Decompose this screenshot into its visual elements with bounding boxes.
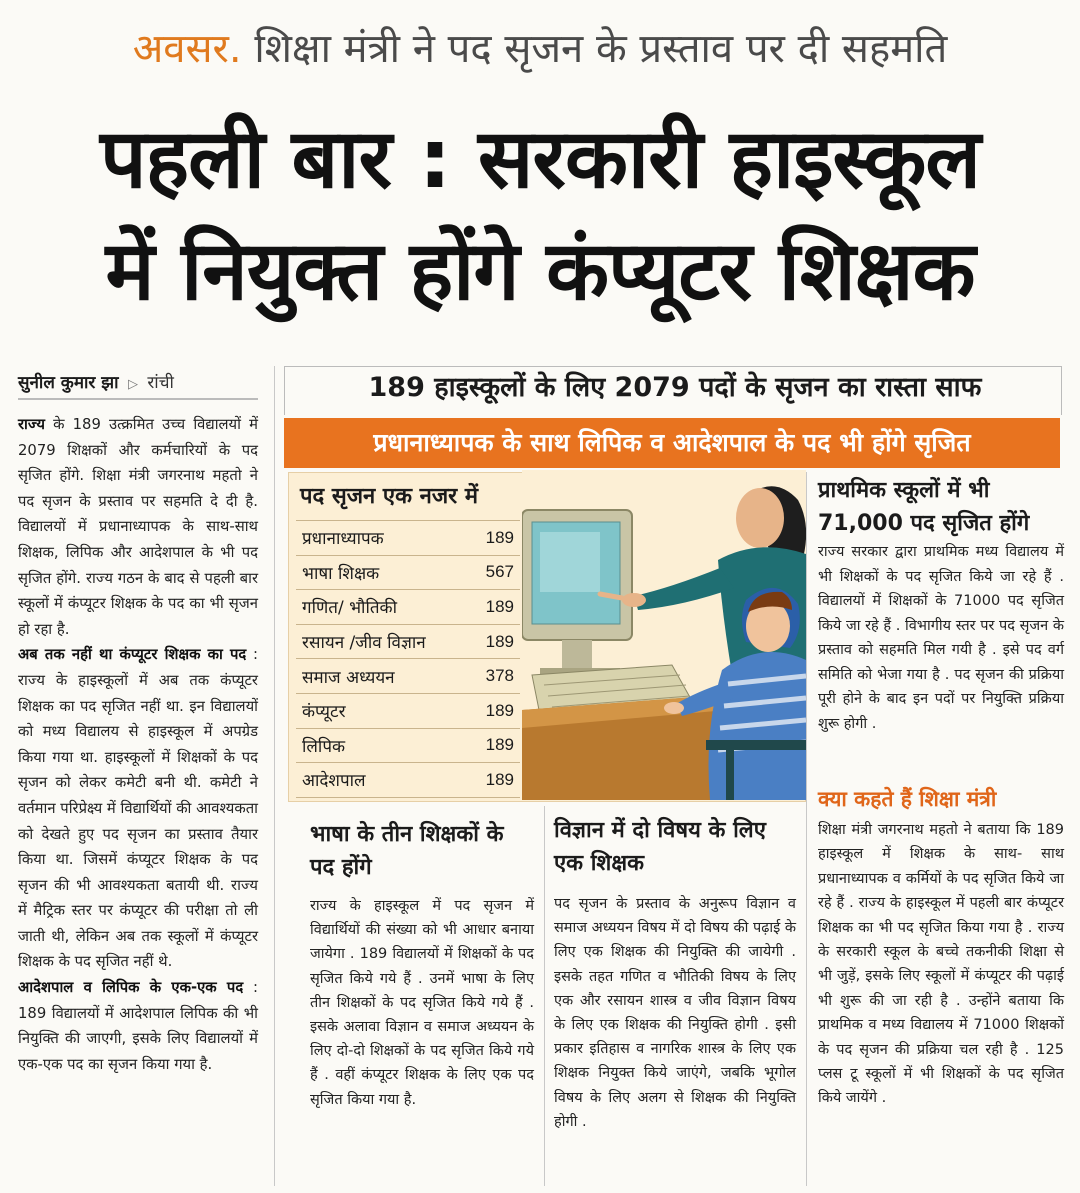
language-text: राज्य के हाइस्कूल में पद सृजन में विद्यार्थियों की संख्या को भी आधार बनाया जायेगा . 189 विद्यालयों में शिक्षकों के पद सृजित किये गये हैं . उनमें भाषा के लिए तीन शिक्षकों के पद सृजित किये गये हैं . इसके अलावा विज्ञान व समाज अध्ययन के लिए दो-दो शिक्षकों के पद सृजित किये गये हैं . वहीं कंप्यूटर शिक्षक के लिए एक पद सृजित किया गया है. [310,898,534,1108]
row-value: 189 [485,631,514,651]
row-label: गणित/ भौतिकी [302,598,397,619]
row-value: 189 [485,735,514,755]
kicker-lead: अवसर. [132,26,242,72]
row-value: 189 [485,527,514,547]
headline-line2: में नियुक्त होंगे कंप्यूटर शिक्षक [105,224,975,319]
table-row [296,693,520,728]
glance-title: पद सृजन एक नजर में [300,484,478,509]
table-row [296,658,520,693]
table-row [296,728,520,763]
subhead: 189 हाइस्कूलों के लिए 2079 पदों के सृजन का रास्ता साफ [368,372,982,403]
table-row [296,624,520,659]
play-icon: ▷ [127,377,138,392]
column-divider [274,366,275,1186]
headline-line1: पहली बार : सरकारी हाइस्कूल [99,112,980,207]
row-label: रसायन /जीव विज्ञान [302,633,426,654]
primary-title: प्राथमिक स्कूलों में भी 71,000 पद सृजित होंगे [818,478,1030,536]
row-label: भाषा शिक्षक [302,563,380,584]
kicker-text: शिक्षा मंत्री ने पद सृजन के प्रस्ताव पर दी सहमति [254,26,948,72]
row-label: आदेशपाल [302,771,366,792]
row-value: 189 [485,700,514,720]
primary-text: राज्य सरकार द्वारा प्राथमिक मध्य विद्यालय में भी शिक्षकों के पद सृजित किये जा रहे हैं . विद्यालयों में शिक्षकों के 71000 पद सृजित किये जा रहे हैं . विभागीय स्तर पर पद सृजन के प्रस्ताव को सहमति मिल गयी है . इसे पद वर्ग समिति को भेजा गया है . पद सृजन की प्रक्रिया पूरी होने के बाद इन पदों पर नियुक्ति प्रक्रिया शुरू होगी . [818,544,1064,732]
row-value: 189 [485,596,514,616]
row-label: कंप्यूटर [302,702,346,723]
column-divider [544,806,545,1186]
row-value: 378 [485,666,514,686]
orange-band: प्रधानाध्यापक के साथ लिपिक व आदेशपाल के पद भी होंगे सृजित [284,418,1060,468]
row-value: 189 [485,769,514,789]
row-label: प्रधानाध्यापक [302,529,384,550]
teacher-student-computer-illustration [522,470,806,800]
byline-rule [18,398,258,400]
table-row [296,589,520,624]
table-row [296,520,520,555]
minister-text: शिक्षा मंत्री जगरनाथ महतो ने बताया कि 189 हाइस्कूल में शिक्षक के साथ- साथ प्रधानाध्यापक व कर्मियों के पद सृजित किये जा रहे हैं . राज्य के हाइस्कूल में पहली बार कंप्यूटर शिक्षक का भी पद सृजित किया गया है . राज्य के सरकारी स्कूल के बच्चे तकनीकी शिक्षा से भी जुड़ें, इसके लिए स्कूलों में कंप्यूटर की पढ़ाई भी शुरू की जा रही है . उन्होंने बताया कि प्राथमिक व मध्य विद्यालय में 71000 शिक्षकों के पद सृजन की प्रक्रिया चल रही है . 125 प्लस टू स्कूलों में भी शिक्षकों के पद सृजित किये जायेंगे . [818,822,1064,1107]
science-title: विज्ञान में दो विषय के लिए एक शिक्षक [554,818,766,876]
row-label: लिपिक [302,736,346,757]
p1-lead: राज्य [18,416,45,433]
kicker [20,14,1060,84]
column-divider [806,472,807,1186]
table-row [296,762,520,798]
language-title: भाषा के तीन शिक्षकों के पद होंगे [310,822,504,880]
p2-text: : राज्य के हाइस्कूलों में अब तक कंप्यूटर शिक्षक का पद सृजित नहीं था. इन विद्यालयों को मध्य विद्यालय से हाइस्कूल में अपग्रेड किया गया था. हाइस्कूलों में शिक्षकों के पद सृजन को लेकर कमेटी बनी थी. कमेटी ने वर्तमान परिप्रेक्ष्य में विद्यार्थियों की आवश्यकता को देखते हुए पद सृजन का प्रस्ताव तैयार किया था. जिसमें कंप्यूटर शिक्षक के पद सृजन की भी आवश्यकता बतायी थी. राज्य में मैट्रिक स्तर पर कंप्यूटर की परीक्षा तो ली जाती थी, लेकिन अब तक स्कूलों में कंप्यूटर शिक्षक के पद सृजित नहीं थे. [18,646,258,971]
byline-author: सुनील कुमार झा [18,373,119,393]
p2-lead: अब तक नहीं था कंप्यूटर शिक्षक का पद [18,646,247,664]
row-label: समाज अध्ययन [302,667,395,688]
left-column [18,412,258,1077]
p3-text: : 189 विद्यालयों में आदेशपाल लिपिक की भी नियुक्ति की जाएगी, इसके लिए विद्यालयों में एक-एक पद का सृजन किया गया है. [18,979,258,1073]
p3-lead: आदेशपाल व लिपिक के एक-एक पद [18,979,244,997]
headline [18,104,1062,328]
science-text: पद सृजन के प्रस्ताव के अनुरूप विज्ञान व समाज अध्ययन विषय में दो विषय की पढ़ाई के लिए एक शिक्षक की नियुक्ति की जायेगी . इसके तहत गणित व भौतिकी विषय के लिए एक और रसायन शास्त्र व जीव विज्ञान विषय के लिए एक शिक्षक की नियुक्ति होगी . इसी प्रकार इतिहास व नागरिक शास्त्र के लिए एक शिक्षक नियुक्त किये जाएंगे, जबकि भूगोल विषय के लिए अलग से शिक्षक की नियुक्ति होगी . [554,896,796,1130]
minister-title: क्या कहते हैं शिक्षा मंत्री [818,787,997,811]
table-row [296,555,520,590]
byline-place: रांची [147,373,174,393]
p1-text: के 189 उत्क्रमित उच्च विद्यालयों में 2079 शिक्षकों और कर्मचारियों के पद सृजित होंगे. शिक्षा मंत्री जगरनाथ महतो ने पद सृजन के प्रस्ताव पर सहमति दे दी है. विद्यालयों में प्रधानाध्यापक के साथ-साथ शिक्षक, लिपिक और आदेशपाल के भी पद सृजित होंगे. राज्य गठन के बाद से पहली बार स्कूलों में कंप्यूटर शिक्षक के पद का भी सृजन हो रहा है. [18,416,258,638]
glance-table [296,520,520,798]
byline [18,370,258,396]
row-value: 567 [485,562,514,582]
